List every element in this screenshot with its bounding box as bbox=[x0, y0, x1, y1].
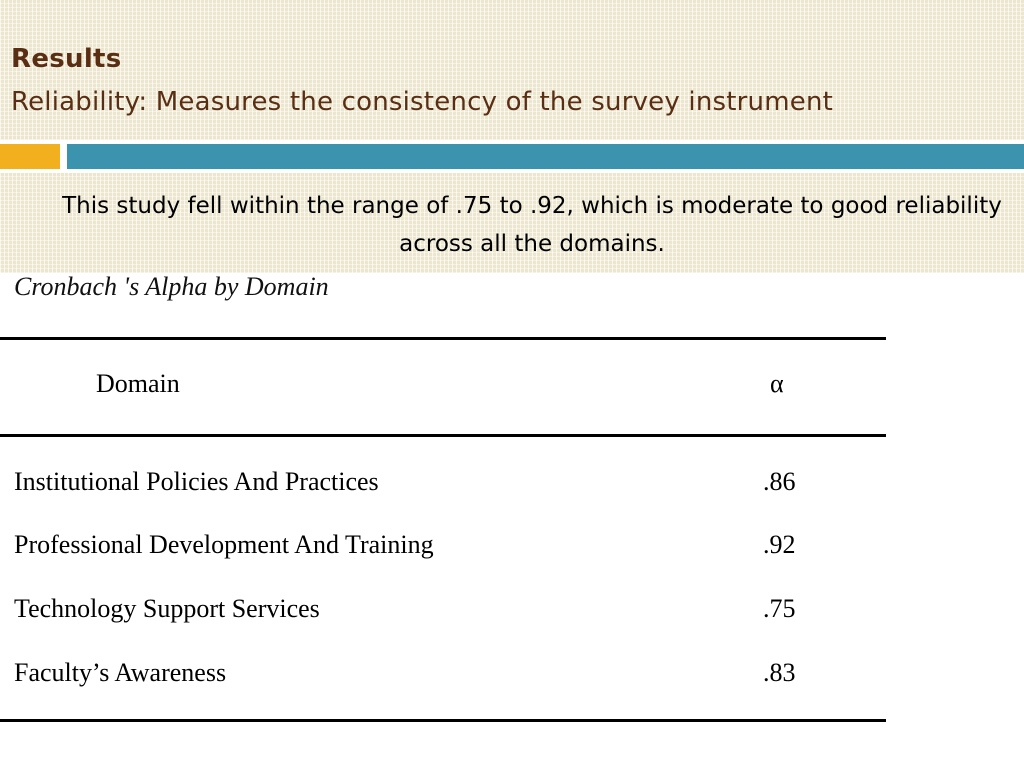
column-header-alpha: α bbox=[770, 369, 784, 398]
row-domain: Professional Development And Training bbox=[14, 530, 434, 559]
table-caption: Cronbach 's Alpha by Domain bbox=[14, 272, 329, 301]
slide-subtitle: Reliability: Measures the consistency of the survey instrument bbox=[11, 87, 834, 117]
row-domain: Institutional Policies And Practices bbox=[14, 467, 379, 496]
row-domain: Faculty’s Awareness bbox=[14, 658, 227, 687]
row-alpha: .83 bbox=[763, 658, 796, 687]
table-row bbox=[0, 467, 886, 507]
accent-bar-orange bbox=[0, 144, 60, 169]
table-bottom-rule bbox=[0, 719, 886, 722]
table-row bbox=[0, 594, 886, 634]
accent-bar-teal bbox=[67, 144, 1024, 169]
header-background bbox=[0, 0, 1024, 140]
row-alpha: .75 bbox=[763, 594, 796, 623]
column-header-domain: Domain bbox=[96, 369, 180, 398]
table-header-rule bbox=[0, 434, 886, 437]
row-domain: Technology Support Services bbox=[14, 594, 320, 623]
reliability-statement: This study fell within the range of .75 to .92, which is moderate to good reliability across all the domains. bbox=[62, 193, 1002, 257]
table-top-rule bbox=[0, 337, 886, 340]
row-alpha: .86 bbox=[763, 467, 796, 496]
table-row bbox=[0, 658, 886, 698]
row-alpha: .92 bbox=[763, 530, 796, 559]
table-row bbox=[0, 530, 886, 570]
slide-title: Results bbox=[11, 44, 122, 74]
